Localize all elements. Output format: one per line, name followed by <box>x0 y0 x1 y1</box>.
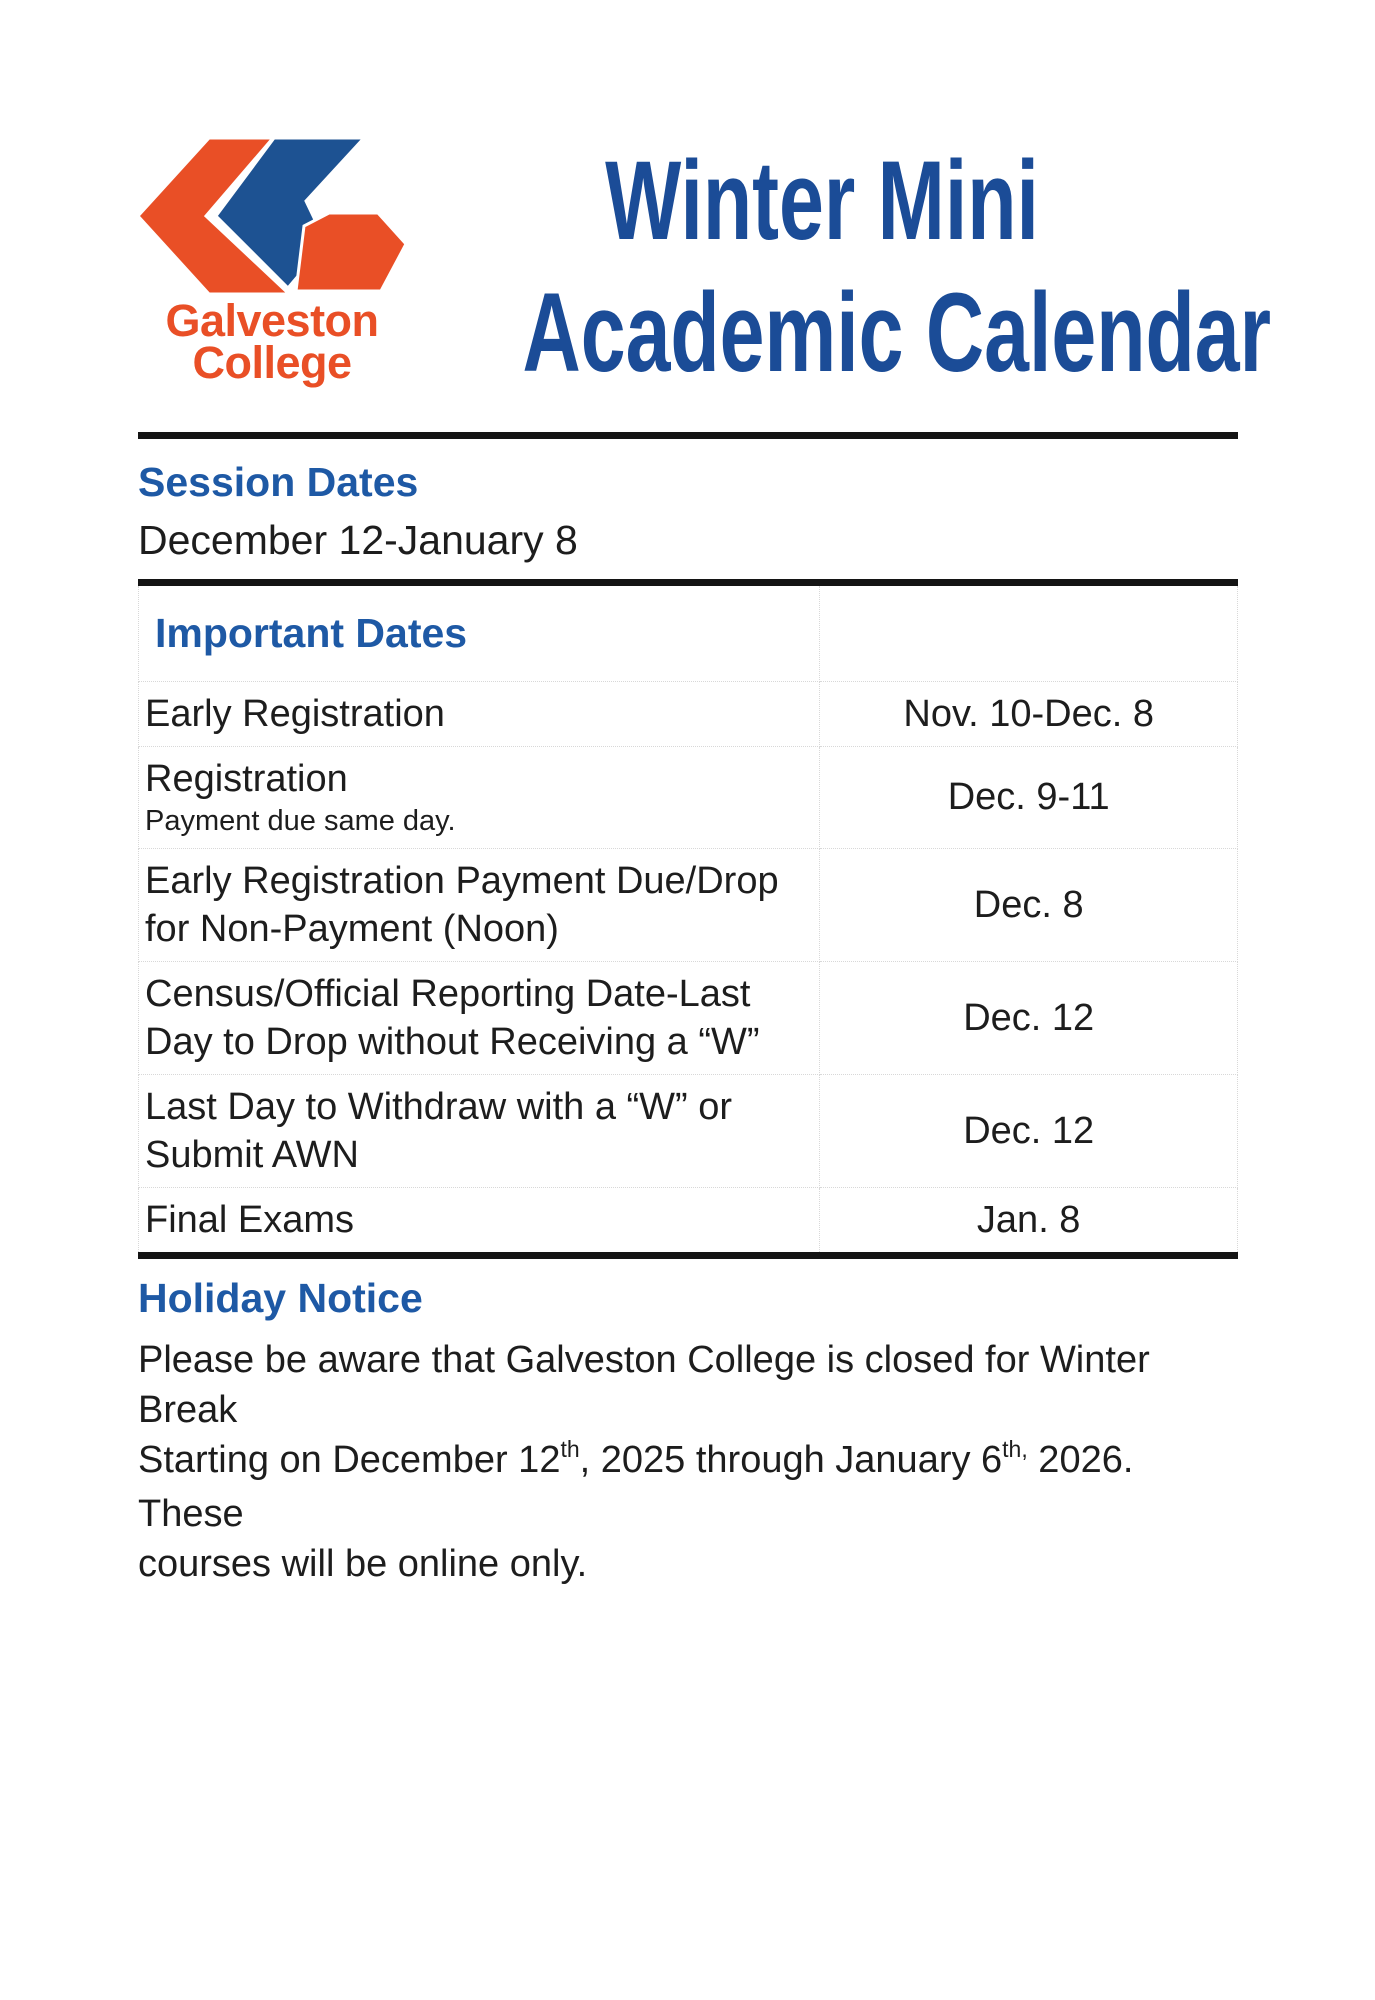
session-dates-value: December 12-January 8 <box>138 517 578 563</box>
holiday-notice-heading: Holiday Notice <box>138 1275 423 1321</box>
divider-rule-top <box>138 432 1238 439</box>
dates-column-header <box>820 583 1238 682</box>
event-label: Census/Official Reporting Date-Last Day to Drop without Receiving a “W” <box>145 973 760 1063</box>
important-dates-body <box>139 682 1238 1256</box>
important-dates-table <box>138 579 1238 1259</box>
table-row <box>139 1188 1238 1256</box>
brand-name-line1: Galveston <box>165 295 379 346</box>
holiday-notice-line: Please be aware that Galveston College is closed for Winter Break <box>138 1339 1150 1431</box>
session-dates-heading: Session Dates <box>138 459 419 505</box>
holiday-notice-line: Starting on December 12th, 2025 through January $6^{th,}$ 2026. These <box>138 1436 1134 1535</box>
table-row <box>139 1075 1238 1188</box>
brand-name-line2: College <box>192 337 352 388</box>
event-date: Nov. 10-Dec. 8 <box>820 682 1238 747</box>
event-date: Dec. 8 <box>820 849 1238 962</box>
event-label: Early Registration Payment Due/Drop for Non-Payment (Noon) <box>145 860 779 950</box>
event-date: Jan. 8 <box>820 1188 1238 1256</box>
event-label: Registration <box>145 758 348 800</box>
holiday-notice-line: courses will be online only. <box>138 1543 588 1585</box>
logo-orange-arrow <box>296 213 406 291</box>
title-line-2: Academic Calendar <box>522 270 1271 395</box>
event-date: Dec. 9-11 <box>820 747 1238 849</box>
document-title <box>406 138 1271 396</box>
galveston-college-logo-icon <box>138 138 406 294</box>
holiday-notice-section <box>138 1275 1238 1589</box>
important-dates-heading: Important Dates <box>139 583 820 682</box>
table-header-row <box>139 583 1238 682</box>
event-label: Final Exams <box>145 1199 355 1241</box>
event-date: Dec. 12 <box>820 962 1238 1075</box>
important-dates-header <box>139 583 1238 682</box>
table-row <box>139 962 1238 1075</box>
brand-wordmark <box>138 295 406 388</box>
title-line-1: Winter Mini <box>605 138 1039 263</box>
table-row <box>139 849 1238 962</box>
event-label: Last Day to Withdraw with a “W” or Submit AWN <box>145 1086 733 1176</box>
table-row <box>139 747 1238 849</box>
event-date: Dec. 12 <box>820 1075 1238 1188</box>
brand-block <box>138 138 406 388</box>
table-row <box>139 682 1238 747</box>
masthead <box>138 138 1271 396</box>
session-dates-section <box>138 459 1238 563</box>
event-label: Early Registration <box>145 693 445 735</box>
holiday-notice-text <box>138 1335 1238 1589</box>
event-sublabel: Payment due same day. <box>145 805 456 837</box>
